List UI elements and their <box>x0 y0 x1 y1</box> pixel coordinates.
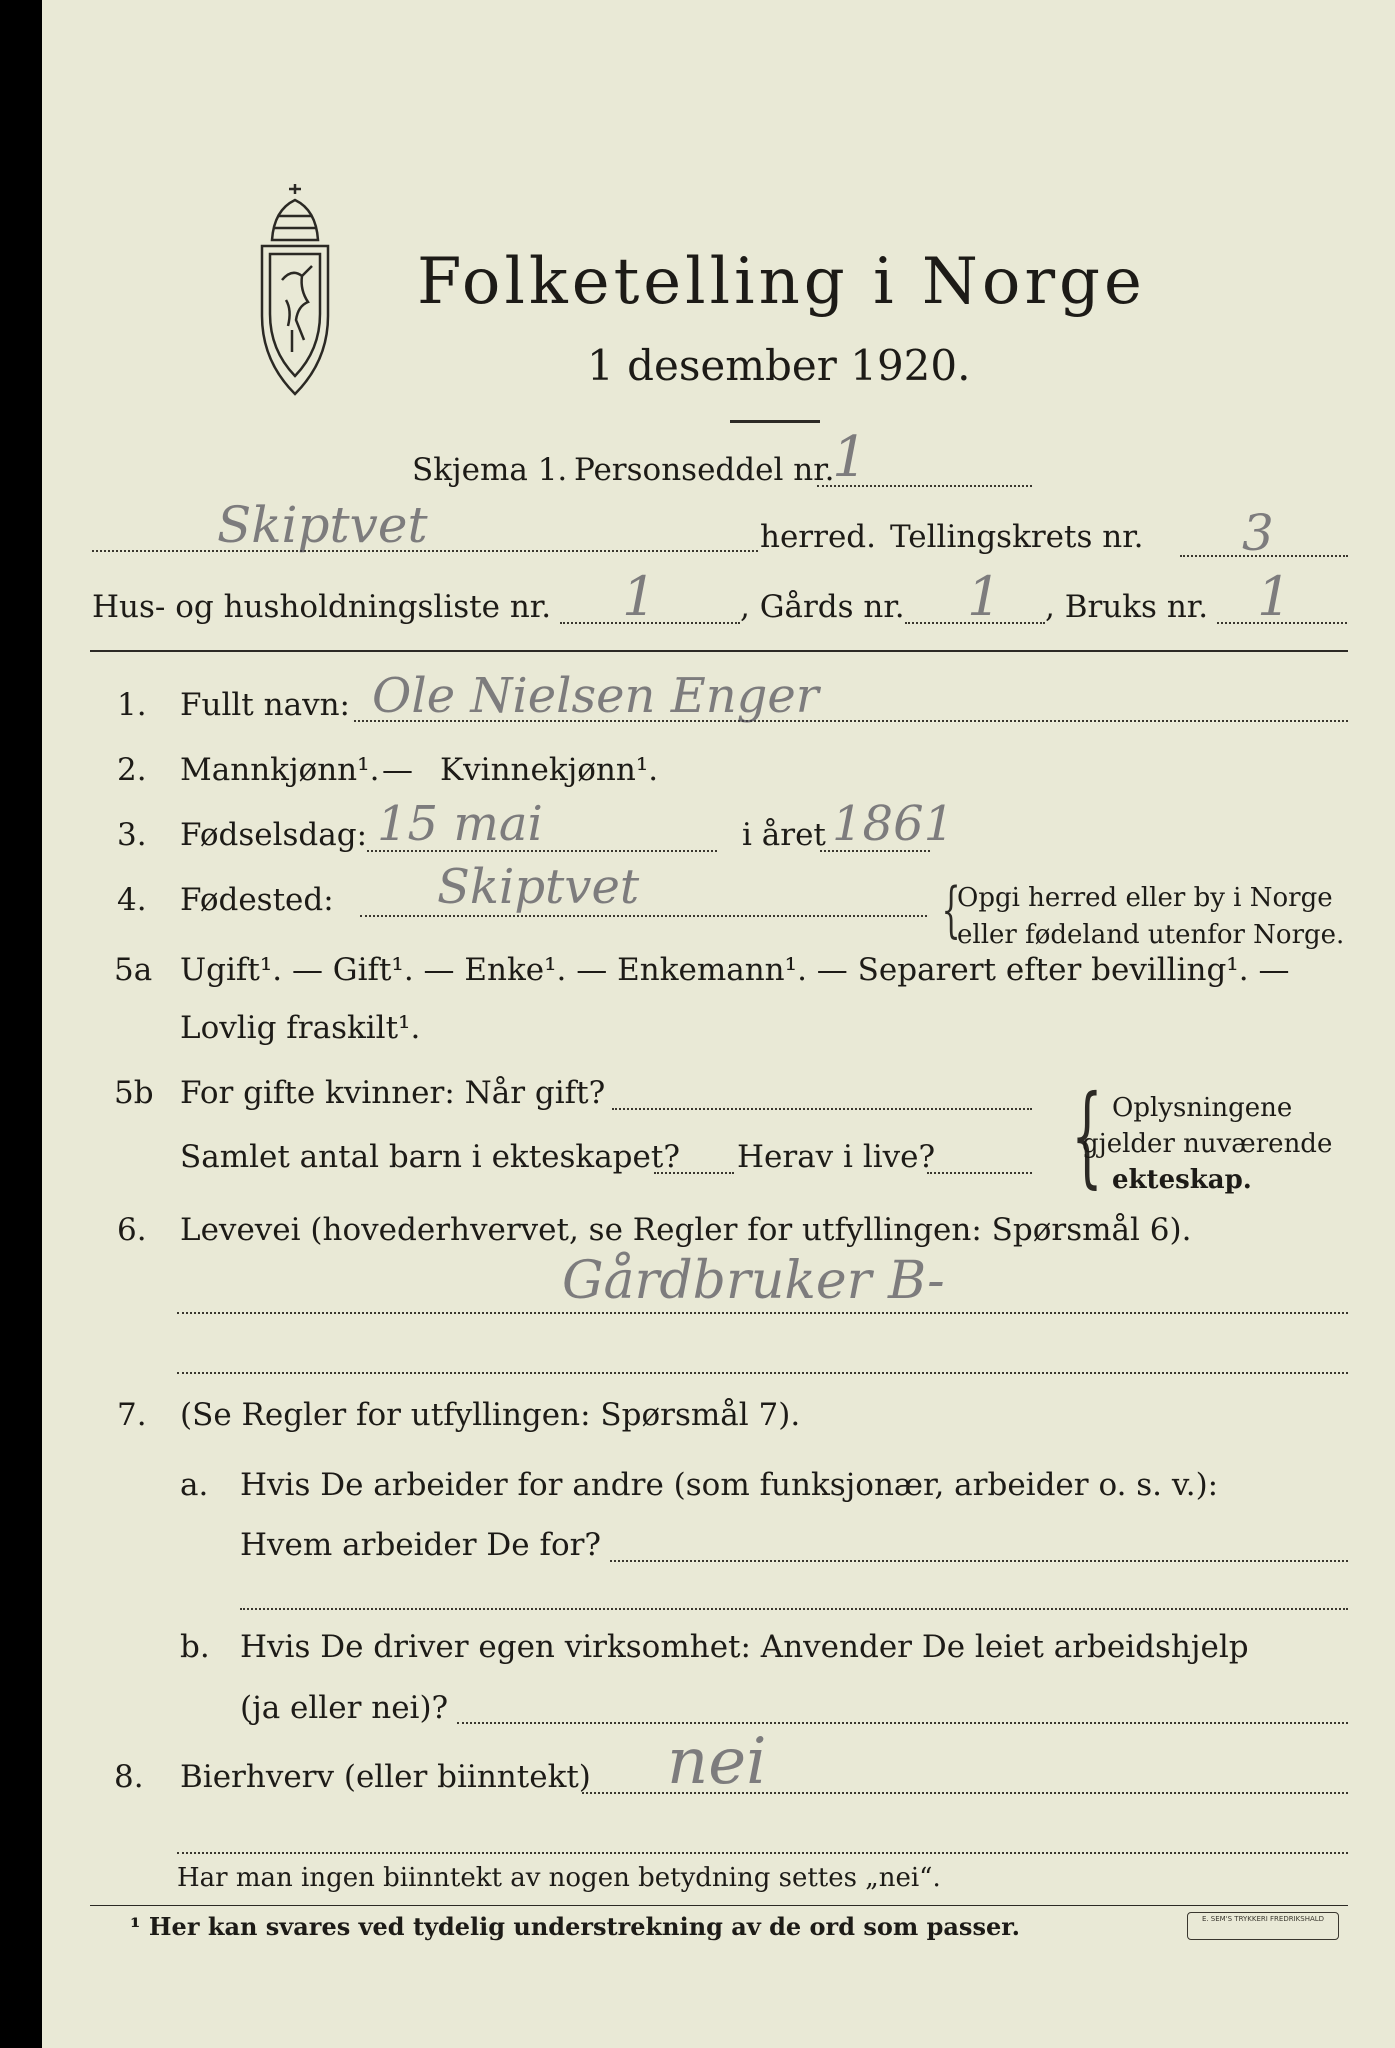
q4-note-brace: { <box>941 875 961 945</box>
q8-extra-line <box>177 1852 1348 1854</box>
herred-label: herred. <box>760 519 876 555</box>
q7-number: 7. <box>117 1397 147 1433</box>
q4-note-line2: eller fødeland utenfor Norge. <box>957 920 1345 950</box>
q3-number: 3. <box>117 817 147 853</box>
q7a-extra-line <box>240 1608 1348 1610</box>
q4-note-line1: Opgi herred eller by i Norge <box>957 883 1333 913</box>
q6-number: 6. <box>117 1212 147 1248</box>
bruks-value: 1 <box>1257 565 1292 628</box>
q1-number: 1. <box>117 687 147 723</box>
q5b-children-alive: Herav i live? <box>737 1139 936 1175</box>
q7a-letter: a. <box>180 1467 209 1503</box>
q3-year-value: 1861 <box>832 796 955 852</box>
q8-value: nei <box>667 1725 767 1799</box>
q2-male: Mannkjønn¹. <box>180 752 380 788</box>
q8-number: 8. <box>114 1759 144 1795</box>
q5b-note-line3: ekteskap. <box>1112 1165 1252 1195</box>
q4-value: Skiptvet <box>437 859 640 915</box>
q7a-question: Hvis De arbeider for andre (som funksjonær, arbeider o. s. v.): <box>240 1467 1219 1503</box>
husholdning-value: 1 <box>622 565 657 628</box>
q1-label: Fullt navn: <box>180 687 350 723</box>
census-form-page <box>42 0 1395 2048</box>
q5b-children-total: Samlet antal barn i ekteskapet? <box>180 1139 680 1175</box>
q3-day-value: 15 mai <box>377 796 543 852</box>
norway-coat-of-arms-icon <box>252 180 338 400</box>
q5a-options: Ugift¹. — Gift¹. — Enke¹. — Enkemann¹. — Separert efter bevilling¹. — <box>180 952 1290 988</box>
q6-line2 <box>177 1372 1348 1374</box>
footnote: ¹ Her kan svares ved tydelig understrekning av de ord som passer. <box>130 1912 1021 1941</box>
tellingskrets-label: Tellingskrets nr. <box>890 519 1144 555</box>
printer-stamp: E. SEM'S TRYKKERI FREDRIKSHALD <box>1187 1912 1339 1940</box>
q7b-line <box>457 1722 1348 1724</box>
personseddel-value: 1 <box>832 425 868 490</box>
census-date: 1 desember 1920. <box>587 341 971 390</box>
q5b-when-married: For gifte kvinner: Når gift? <box>180 1075 606 1111</box>
q5b-note-line1: Oplysningene <box>1112 1093 1293 1123</box>
q1-value: Ole Nielsen Enger <box>372 668 819 724</box>
q7b-question: Hvis De driver egen virksomhet: Anvender De leiet arbeidshjelp <box>240 1629 1249 1665</box>
q3-label: Fødselsdag: <box>180 817 368 853</box>
q2-number: 2. <box>117 752 147 788</box>
q6-value: Gårdbruker B- <box>562 1251 945 1311</box>
q3-year-label: i året <box>742 817 826 853</box>
q5b-note-line2: gjelder nuværende <box>1082 1129 1333 1159</box>
q7-label: (Se Regler for utfyllingen: Spørsmål 7). <box>180 1397 801 1433</box>
q5b-alive-line <box>927 1172 1032 1174</box>
footnote-divider <box>90 1905 1348 1906</box>
q8-label: Bierhverv (eller biinntekt) <box>180 1759 591 1795</box>
q7a-employer-line <box>610 1560 1348 1562</box>
header-divider <box>90 650 1348 652</box>
schema-label: Skjema 1. <box>412 452 568 488</box>
gards-value: 1 <box>967 565 1002 628</box>
form-title: Folketelling i Norge <box>417 245 1146 319</box>
q4-number: 4. <box>117 882 147 918</box>
herred-value: Skiptvet <box>217 496 428 554</box>
q7b-yes-no: (ja eller nei)? <box>240 1690 449 1726</box>
tellingskrets-value: 3 <box>1242 504 1274 562</box>
q8-note: Har man ingen biinntekt av nogen betydning settes „nei“. <box>177 1863 941 1893</box>
q5a-number: 5a <box>114 952 153 988</box>
q6-line1 <box>177 1312 1348 1314</box>
q7b-letter: b. <box>180 1629 210 1665</box>
q2-female: Kvinnekjønn¹. <box>440 752 659 788</box>
gards-label: , Gårds nr. <box>740 589 905 625</box>
q5a-options-line2: Lovlig fraskilt¹. <box>180 1010 421 1046</box>
personseddel-label: Personseddel nr. <box>574 452 835 488</box>
q5b-children-line <box>654 1172 734 1174</box>
q7a-employer: Hvem arbeider De for? <box>240 1527 602 1563</box>
q4-line <box>360 915 927 917</box>
husholdning-label: Hus- og husholdningsliste nr. <box>92 589 552 625</box>
q6-label: Levevei (hovederhvervet, se Regler for utfyllingen: Spørsmål 6). <box>180 1212 1192 1248</box>
title-divider <box>730 420 820 423</box>
q5b-when-line <box>612 1108 1032 1110</box>
q5b-note-brace: { <box>1071 1071 1103 1199</box>
q4-label: Fødested: <box>180 882 334 918</box>
q2-separator: — <box>382 752 413 788</box>
bruks-label: , Bruks nr. <box>1045 589 1209 625</box>
q5b-number: 5b <box>114 1075 154 1111</box>
